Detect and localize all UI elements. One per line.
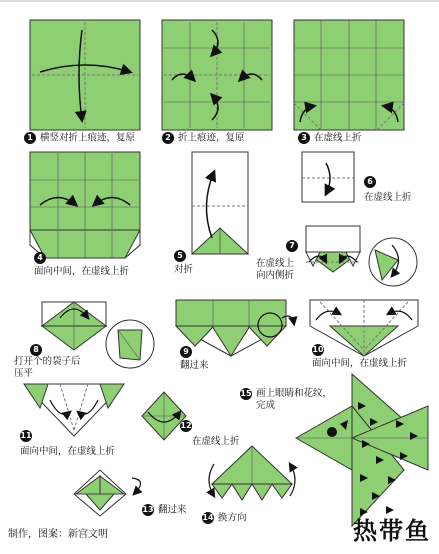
step4-num: 4 — [34, 252, 50, 265]
step5-diagram — [192, 152, 248, 254]
step1-label: 1 横竖对折上痕迹，复原 — [24, 132, 135, 145]
step7-label: 在虚线上 向内侧折 — [256, 258, 295, 281]
step10-label: 面向中间，在虚线上折 — [312, 358, 408, 369]
step9-num: 9 — [180, 346, 196, 359]
step12-label: 在虚线上折 — [192, 436, 240, 447]
page-title: 热带鱼 — [353, 517, 431, 545]
step7-diagram — [306, 226, 417, 286]
step3-diagram — [294, 20, 404, 130]
step2-label: 2 折上痕迹，复原 — [162, 132, 245, 145]
step14-label: 14 换方向 — [202, 512, 247, 524]
step11-num: 11 — [20, 431, 32, 440]
step5-num: 5 — [174, 250, 190, 263]
step5-label: 对折 — [174, 264, 194, 275]
step14-diagram — [209, 446, 295, 500]
step11-diagram — [24, 384, 124, 436]
credit-text: 制作，图案：新宫文明 — [8, 529, 108, 540]
step8-label: 打开个的袋子后 压平 — [14, 356, 81, 379]
step2-diagram — [162, 20, 272, 130]
step12-num: 12 — [180, 421, 192, 430]
step9-label: 翻过来 — [180, 360, 209, 371]
step6-num: 6 — [364, 176, 380, 189]
step4-label: 面向中间，在虚线上折 — [34, 266, 130, 277]
step15-label: 15 画上眼睛和花纹， 完成 — [240, 388, 333, 411]
step12-diagram — [142, 392, 186, 440]
step6-label: 在虚线上折 — [364, 192, 412, 203]
step6-diagram — [302, 152, 354, 202]
step11-label: 面向中间，在虚线上折 — [20, 446, 116, 457]
step7-num: 7 — [286, 240, 302, 253]
step4-diagram — [30, 152, 140, 258]
step10-num: 10 — [312, 345, 324, 354]
fish-eye — [327, 427, 337, 437]
step1-diagram — [30, 20, 140, 130]
step3-label: 3 在虚线上折 — [298, 132, 362, 145]
step8-num: 8 — [30, 344, 46, 357]
step13-label: 13 翻过来 — [142, 504, 187, 516]
step13-diagram — [74, 470, 141, 516]
